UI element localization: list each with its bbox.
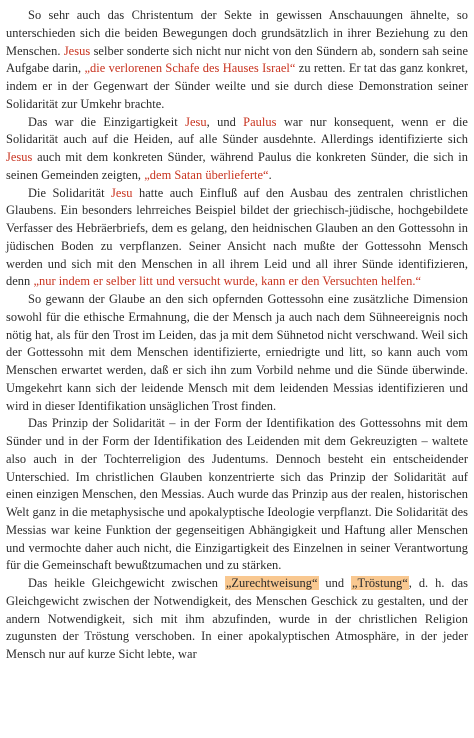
red-quotation: Jesu — [111, 185, 133, 200]
paragraph — [6, 114, 468, 185]
red-quotation: „dem Satan überlieferte“ — [144, 167, 269, 182]
red-quotation: Jesus — [6, 150, 33, 164]
text-run: Das heikle Gleichgewicht zwischen — [28, 576, 225, 590]
paragraph — [6, 415, 468, 575]
text-run: So gewann der Glaube an den sich opfernden Gottessohn eine zusätzliche Dimension sowohl für die ethische Ermahnung, die der Mensch ja auch nach dem Sühneereignis noch nötig hat, als für den Trost im Leiden, das ja mit dem Sühnetod nicht verschwand. Weil sich der Gottessohn mit dem Menschen identifizierte, erniedrigte und litt, so kann auch vom Menschen erwartet werden, daß er sich ihn zum Vorbild nehme und die Sünde überwinde. Umgekehrt kann sich der leidende Mensch mit dem leidenden Messias identifizieren und wird in dieser Identifikation unsäglichen Trost finden. — [6, 292, 468, 413]
text-run: selber sonderte sich nicht nur nicht von den Sündern ab, sondern sah seine Aufgabe darin, — [6, 43, 468, 76]
red-quotation: Jesus — [63, 43, 91, 58]
paragraph — [6, 7, 468, 114]
highlighted-term: „Tröstung“ — [351, 576, 408, 590]
text-run: Das war die Einzigartigkeit — [28, 114, 186, 129]
text-run: Das Prinzip der Solidarität – in der Form der Identifikation des Gottessohns mit dem Sünder und in der Form der Identifikation des Leidenden mit dem Gekreuzigten – waltete also auch in der Tochterreligion des Judentums. Dennoch besteht ein entscheidender Unterschied. Im christlichen Glauben konzentrierte sich das Prinzip der Solidarität auf einen einzigen Menschen, den Messias. Auch wurde das Prinzip aus der realen, historischen Welt ganz in die metaphysische und apokalyptische Ideologie verpflanzt. Die Solidarität des Messias war keine Funktion der gegenseitigen Abhängigkeit und Haftung aller Menschen und vermochte daher auch nicht, die Einzigartigkeit des Einzelnen in seiner Verantwortung für die Gemeinschaft bewußtzumachen und zu stärken. — [6, 416, 468, 573]
text-run: . — [268, 167, 272, 182]
text-run: , d. h. das Gleichgewicht zwischen der Notwendigkeit, des Menschen Geschick zu gestalten, und der andern Notwendigkeit, sich mit ihm abzufinden, wurde in der christlichen Religion zugunsten der Tröstung verschoben. In einer apokalyptischen Atmosphäre, in der jeder Mensch nur auf kurze Sicht lebte, war — [6, 576, 469, 661]
text-run: war nur konsequent, wenn er die Solidarität auch auf die Heiden, auf alle Sünder ausdehnte. Allerdings identifizierte sich — [6, 114, 468, 147]
text-run: Die Solidarität — [28, 185, 112, 200]
red-quotation: „nur indem er selber litt und versucht wurde, kann er den Versuchten helfen.“ — [33, 274, 422, 289]
text-run: So sehr auch das Christentum der Sekte in gewissen Anschauungen ähnelte, so unterschieden sich die beiden Bewegungen doch grundsätzlich in ihrer Beziehung zu den Menschen. — [6, 8, 468, 58]
red-quotation: „die verlorenen Schafe des Hauses Israel“ — [84, 61, 296, 76]
text-run: und — [318, 576, 351, 590]
red-quotation: Paulus — [243, 114, 277, 129]
text-run: , und — [206, 114, 244, 129]
text-run: zu retten. Er tat das ganz konkret, indem er in der Gegenwart der Sünder weilte und sie durch diese Demonstration seiner Solidarität zur Umkehr brachte. — [6, 61, 468, 111]
paragraph — [6, 291, 468, 415]
highlighted-term: „Zurechtweisung“ — [225, 576, 318, 590]
paragraph — [6, 575, 468, 664]
paragraph — [6, 185, 468, 292]
red-quotation: Jesu — [185, 114, 207, 129]
text-run: auch mit dem konkreten Sünder, während Paulus die konkreten Sünder, die sich in seinen Gemeinden zeigten, — [6, 150, 468, 182]
text-run: hatte auch Einfluß auf den Ausbau des zentralen christlichen Glaubens. Ein besonders lehrreiches Beispiel bildet der griechisch-jüdische, hochgebildete Verfasser des Hebräerbriefs, dem es gelang, den heidnischen Glauben an den Gottessohn in jüdischen Boden zu verpflanzen. Seiner Ansicht nach mußte der Gottessohn Mensch werden und sich mit den Menschen in all ihrem Leid und all ihrer Sünde identifizieren, denn — [6, 185, 468, 289]
